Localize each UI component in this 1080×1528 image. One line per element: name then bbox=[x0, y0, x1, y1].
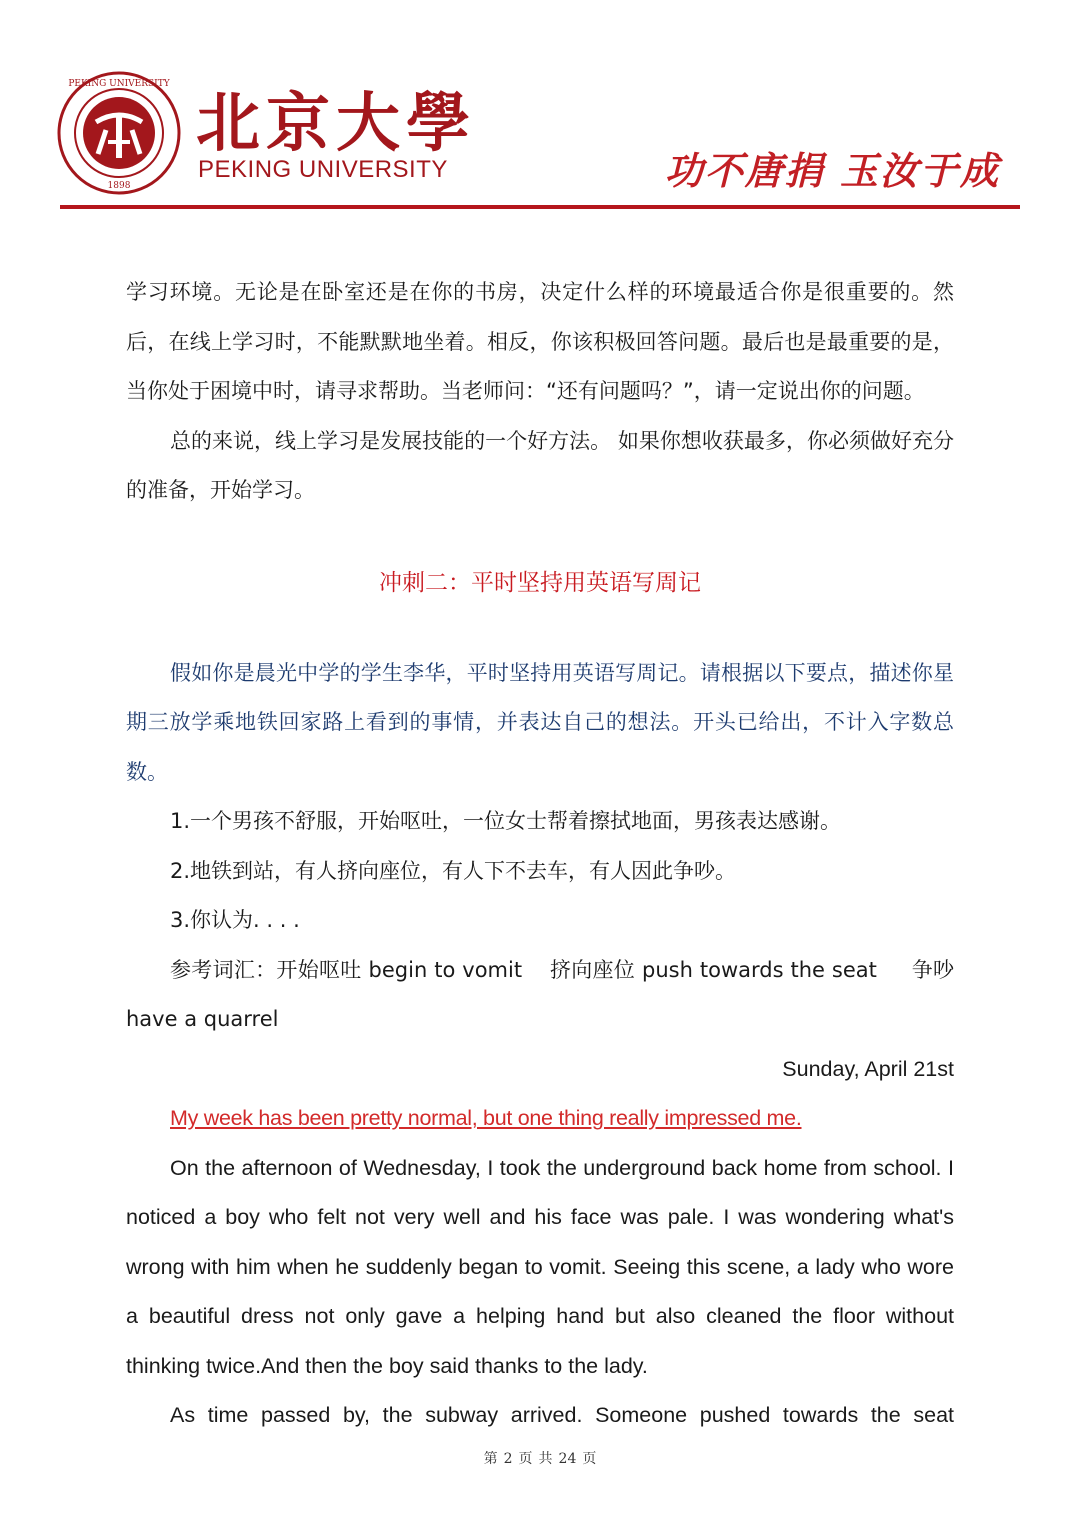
key-point-1: 1.一个男孩不舒服，开始呕吐，一位女士帮着擦拭地面，男孩表达感谢。 bbox=[170, 809, 842, 833]
paragraph-1: 学习环境。无论是在卧室还是在你的书房，决定什么样的环境最适合你是很重要的。然后，在线上学习时，不能默默地坐着。相反，你该积极回答问题。最后也是最重要的是，当你处于困境中时，请寻求帮助。当老师问：“还有问题吗？”，请一定说出你的问题。 bbox=[126, 280, 954, 403]
essay-opening: My week has been pretty normal, but one thing really impressed me. bbox=[170, 1106, 802, 1130]
motto: 功不唐捐 玉汝于成 bbox=[664, 149, 1000, 193]
key-point-3: 3.你认为. . . . bbox=[170, 908, 300, 932]
footer-label-ye-2: 页 bbox=[582, 1451, 597, 1467]
header-divider bbox=[60, 205, 1020, 209]
footer-label-di: 第 bbox=[483, 1451, 498, 1467]
task-prompt: 假如你是晨光中学的学生李华，平时坚持用英语写周记。请根据以下要点，描述你星期三放学乘地铁回家路上看到的事情，并表达自己的想法。开头已给出，不计入字数总数。 bbox=[126, 660, 954, 784]
svg-text:PEKING UNIVERSITY: PEKING UNIVERSITY bbox=[68, 79, 170, 89]
section-title: 冲刺二：平时坚持用英语写周记 bbox=[379, 569, 701, 596]
total-page-count: 24 bbox=[558, 1451, 577, 1467]
essay-paragraph-1: On the afternoon of Wednesday, I took the underground back home from school. I noticed a boy who felt not very well and his face was pale. I was wondering what's wrong with him when he suddenly began to vomit. Seeing this scene, a lady who wore a beautiful dress not only gave a helping hand but also cleaned the floor without thinking twice.And then the boy said thanks to the lady. bbox=[126, 1155, 954, 1378]
essay-date: Sunday, April 21st bbox=[782, 1056, 954, 1081]
current-page-number: 2 bbox=[503, 1451, 513, 1467]
essay-paragraph-2: As time passed by, the subway arrived. Someone pushed towards the seat bbox=[170, 1403, 954, 1427]
footer-label-ye: 页 bbox=[518, 1451, 533, 1467]
paragraph-2: 总的来说，线上学习是发展技能的一个好方法。 如果你想收获最多，你必须做好充分的准备，开始学习。 bbox=[126, 428, 954, 502]
footer-label-gong: 共 bbox=[538, 1451, 553, 1467]
brand-name-english: PEKING UNIVERSITY bbox=[198, 156, 448, 183]
peking-university-seal-icon bbox=[56, 70, 182, 196]
vocabulary-reference: 参考词汇：开始呕吐 begin to vomit 挤向座位 push towards the seat 争吵 have a quarrel bbox=[126, 957, 961, 1031]
page-footer bbox=[0, 1448, 1080, 1468]
page-header bbox=[0, 0, 1080, 215]
svg-text:1898: 1898 bbox=[107, 181, 131, 191]
key-point-2: 2.地铁到站，有人挤向座位，有人下不去车，有人因此争吵。 bbox=[170, 858, 737, 883]
brand-name-chinese: 北京大學 bbox=[196, 86, 476, 161]
document-body bbox=[126, 268, 961, 1441]
